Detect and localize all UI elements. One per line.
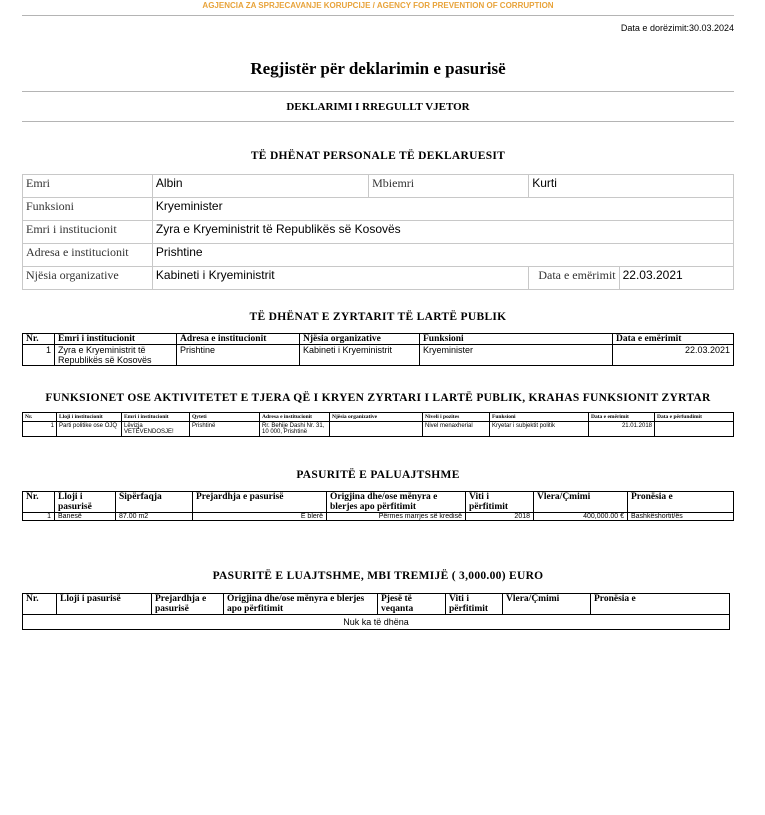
personal-data-heading: TË DHËNAT PERSONALE TË DEKLARUESIT <box>250 150 506 162</box>
cell-appointment-date: 22.03.2021 <box>613 345 734 366</box>
col-function: Funksioni <box>490 413 589 422</box>
cell-value: 400,000.00 € <box>534 513 628 521</box>
cell-function: Kryeminister <box>420 345 613 366</box>
col-institution-name: Emri i institucionit <box>122 413 190 422</box>
cell-year: 2018 <box>466 513 534 521</box>
cell-position-level: Nivel menaxherial <box>423 422 490 437</box>
cell-address: Rr. Behije Dashi Nr. 31, 10 000, Prishtinë <box>260 422 330 437</box>
table-row <box>23 513 734 521</box>
other-functions-heading: FUNKSIONET OSE AKTIVITETET E TJERA QË I KRYEN ZYRTARI I LARTË PUBLIK, KRAHAS FUNKSIONIT ZYRTAR <box>45 392 711 404</box>
address-label: Adresa e institucionit <box>23 244 153 267</box>
function-label: Funksioni <box>23 198 153 221</box>
empty-message: Nuk ka të dhëna <box>23 615 730 630</box>
col-end-date: Data e përfundimit <box>655 413 734 422</box>
col-address: Adresa e institucionit <box>177 334 300 345</box>
col-org-unit: Njësia organizative <box>330 413 423 422</box>
immovable-property-table <box>22 491 734 521</box>
cell-nr: 1 <box>23 345 55 366</box>
col-address: Adresa e institucionit <box>260 413 330 422</box>
col-institution-type: Lloji i institucionit <box>57 413 122 422</box>
col-nr: Nr. <box>23 334 55 345</box>
col-nr: Nr. <box>23 594 57 615</box>
submission-date-value: 30.03.2024 <box>688 23 734 33</box>
cell-org-unit: Kabineti i Kryeministrit <box>300 345 420 366</box>
col-nr: Nr. <box>23 413 57 422</box>
submission-date <box>22 23 734 33</box>
col-city: Qyteti <box>190 413 260 422</box>
cell-appointment-date: 21.01.2018 <box>589 422 655 437</box>
table-header-row <box>23 594 730 615</box>
col-org-unit: Njësia organizative <box>300 334 420 345</box>
cell-property-type: Banesë <box>55 513 116 521</box>
table-header-row <box>23 413 734 422</box>
col-year: Viti i përfitimit <box>446 594 503 615</box>
cell-ownership: Bashkëshortit/ës <box>628 513 734 521</box>
col-appointment-date: Data e emërimit <box>589 413 655 422</box>
movable-property-table <box>22 593 730 630</box>
declaration-page <box>22 0 734 630</box>
submission-date-label: Data e dorëzimit: <box>620 23 689 33</box>
col-property-type: Lloji i pasurisë <box>57 594 152 615</box>
name-value: Albin <box>152 175 368 198</box>
appointment-date-label: Data e emërimit <box>529 267 619 290</box>
address-value: Prishtine <box>152 244 733 267</box>
table-header-row <box>23 334 734 345</box>
cell-function: Kryetar i subjektit politik <box>490 422 589 437</box>
institution-value: Zyra e Kryeministrit të Republikës së Kosovës <box>152 221 733 244</box>
cell-org-unit <box>330 422 423 437</box>
table-row <box>23 221 734 244</box>
cell-nr: 1 <box>23 513 55 521</box>
other-functions-table <box>22 412 734 437</box>
function-value: Kryeminister <box>152 198 733 221</box>
official-heading: TË DHËNAT E ZYRTARIT TË LARTË PUBLIK <box>249 311 507 323</box>
col-value: Vlera/Çmimi <box>503 594 591 615</box>
cell-address: Prishtine <box>177 345 300 366</box>
col-origin: Prejardhja e pasurisë <box>152 594 224 615</box>
col-parts: Pjesë të veqanta <box>378 594 446 615</box>
cell-acquisition: Përmes marrjes së kredisë <box>327 513 466 521</box>
personal-data-table <box>22 174 734 290</box>
cell-institution-type: Parti politike ose OJQ <box>57 422 122 437</box>
col-area: Sipërfaqja <box>116 492 193 513</box>
org-unit-label: Njësia organizative <box>23 267 153 290</box>
cell-institution: Zyra e Kryeministrit të Republikës së Kosovës <box>55 345 177 366</box>
table-row <box>23 267 734 290</box>
appointment-date-value: 22.03.2021 <box>619 267 733 290</box>
col-function: Funksioni <box>420 334 613 345</box>
col-position-level: Niveli i pozites <box>423 413 490 422</box>
movable-property-heading: PASURITË E LUAJTSHME, MBI TREMIJË ( 3,000.00) EURO <box>212 570 544 582</box>
surname-value: Kurti <box>529 175 734 198</box>
col-ownership: Pronësia e <box>628 492 734 513</box>
col-year: Viti i përfitimit <box>466 492 534 513</box>
col-property-type: Lloji i pasurisë <box>55 492 116 513</box>
col-nr: Nr. <box>23 492 55 513</box>
page-title: Regjistër për deklarimin e pasurisë <box>250 59 506 78</box>
cell-origin: E blerë <box>193 513 327 521</box>
cell-end-date <box>655 422 734 437</box>
col-appointment-date: Data e emërimit <box>613 334 734 345</box>
agency-header: AGJENCIA ZA SPRJECAVANJE KORUPCIJE / AGENCY FOR PREVENTION OF CORRUPTION <box>202 1 554 10</box>
table-row <box>23 175 734 198</box>
surname-label: Mbiemri <box>369 175 529 198</box>
table-header-row <box>23 492 734 513</box>
col-acquisition: Origjina dhe/ose mënyra e blerjes apo përfitimit <box>327 492 466 513</box>
cell-institution-name: Lëvizja VETËVENDOSJE! <box>122 422 190 437</box>
table-row <box>23 244 734 267</box>
official-table <box>22 333 734 366</box>
declaration-type: DEKLARIMI I RREGULLT VJETOR <box>286 101 470 113</box>
immovable-property-heading: PASURITË E PALUAJTSHME <box>296 469 460 481</box>
col-origin: Prejardhja e pasurisë <box>193 492 327 513</box>
col-institution: Emri i institucionit <box>55 334 177 345</box>
table-row <box>23 198 734 221</box>
table-row <box>23 345 734 366</box>
col-ownership: Pronësia e <box>591 594 730 615</box>
table-row <box>23 422 734 437</box>
org-unit-value: Kabineti i Kryeministrit <box>152 267 528 290</box>
cell-nr: 1 <box>23 422 57 437</box>
institution-label: Emri i institucionit <box>23 221 153 244</box>
name-label: Emri <box>23 175 153 198</box>
table-row <box>23 615 730 630</box>
col-value: Vlera/Çmimi <box>534 492 628 513</box>
col-acquisition: Origjina dhe/ose mënyra e blerjes apo përfitimit <box>224 594 378 615</box>
cell-city: Prishtinë <box>190 422 260 437</box>
cell-area: 87.00 m2 <box>116 513 193 521</box>
